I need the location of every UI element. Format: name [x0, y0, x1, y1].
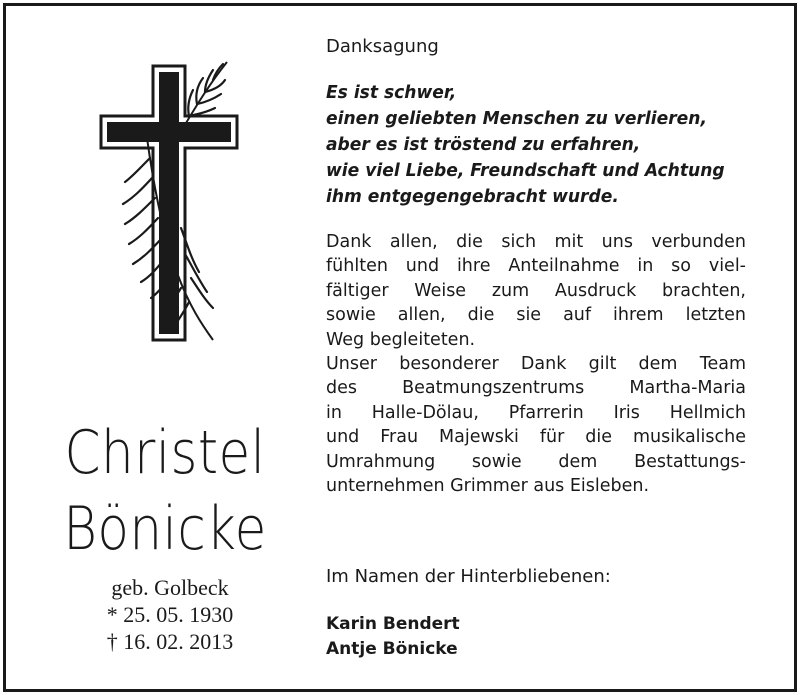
cross-with-palm-icon: [95, 58, 255, 348]
heading: Danksagung: [326, 36, 439, 57]
signer-name: Karin Bendert: [326, 614, 460, 634]
first-name: Christel: [64, 418, 266, 488]
deceased-dates: [60, 574, 280, 655]
body-line: und Frau Majewski für die musikalische: [326, 427, 746, 448]
signer-name: Antje Bönicke: [326, 639, 458, 659]
maiden-name: geb. Golbeck: [111, 575, 229, 600]
body-line: Umrahmung sowie dem Bestattungs-: [326, 451, 746, 472]
birth-date: * 25. 05. 1930: [106, 602, 234, 627]
quote-line: einen geliebten Menschen zu verlieren,: [326, 108, 707, 129]
quote-line: wie viel Liebe, Freundschaft und Achtung: [326, 160, 725, 181]
thanks-text: [326, 230, 746, 498]
quote-line: Es ist schwer,: [326, 82, 457, 103]
body-line: fältiger Weise zum Ausdruck brachten,: [326, 280, 746, 301]
body-line: unternehmen Grimmer aus Eisleben.: [326, 475, 650, 496]
body-line: in Halle-Dölau, Pfarrerin Iris Hellmich: [326, 402, 746, 423]
body-line: sowie allen, die sie auf ihrem letzten: [326, 305, 746, 326]
body-line: Unser besonderer Dank gilt dem Team: [326, 353, 746, 374]
body-line: des Beatmungszentrums Martha-Maria: [326, 378, 746, 399]
body-line: fühlten und ihre Anteilnahme in so viel-: [326, 256, 746, 277]
last-name: Bönicke: [63, 494, 267, 564]
death-date: † 16. 02. 2013: [106, 629, 234, 654]
quote-line: ihm entgegengebracht wurde.: [326, 186, 619, 207]
signoff: Im Namen der Hinterbliebenen:: [326, 566, 611, 587]
body-line: Dank allen, die sich mit uns verbunden: [326, 232, 746, 252]
signers: [326, 612, 746, 662]
deceased-name: [20, 415, 310, 567]
quote: [326, 80, 746, 210]
body-line: Weg begleiteten.: [326, 329, 476, 350]
quote-line: aber es ist tröstend zu erfahren,: [326, 134, 641, 155]
